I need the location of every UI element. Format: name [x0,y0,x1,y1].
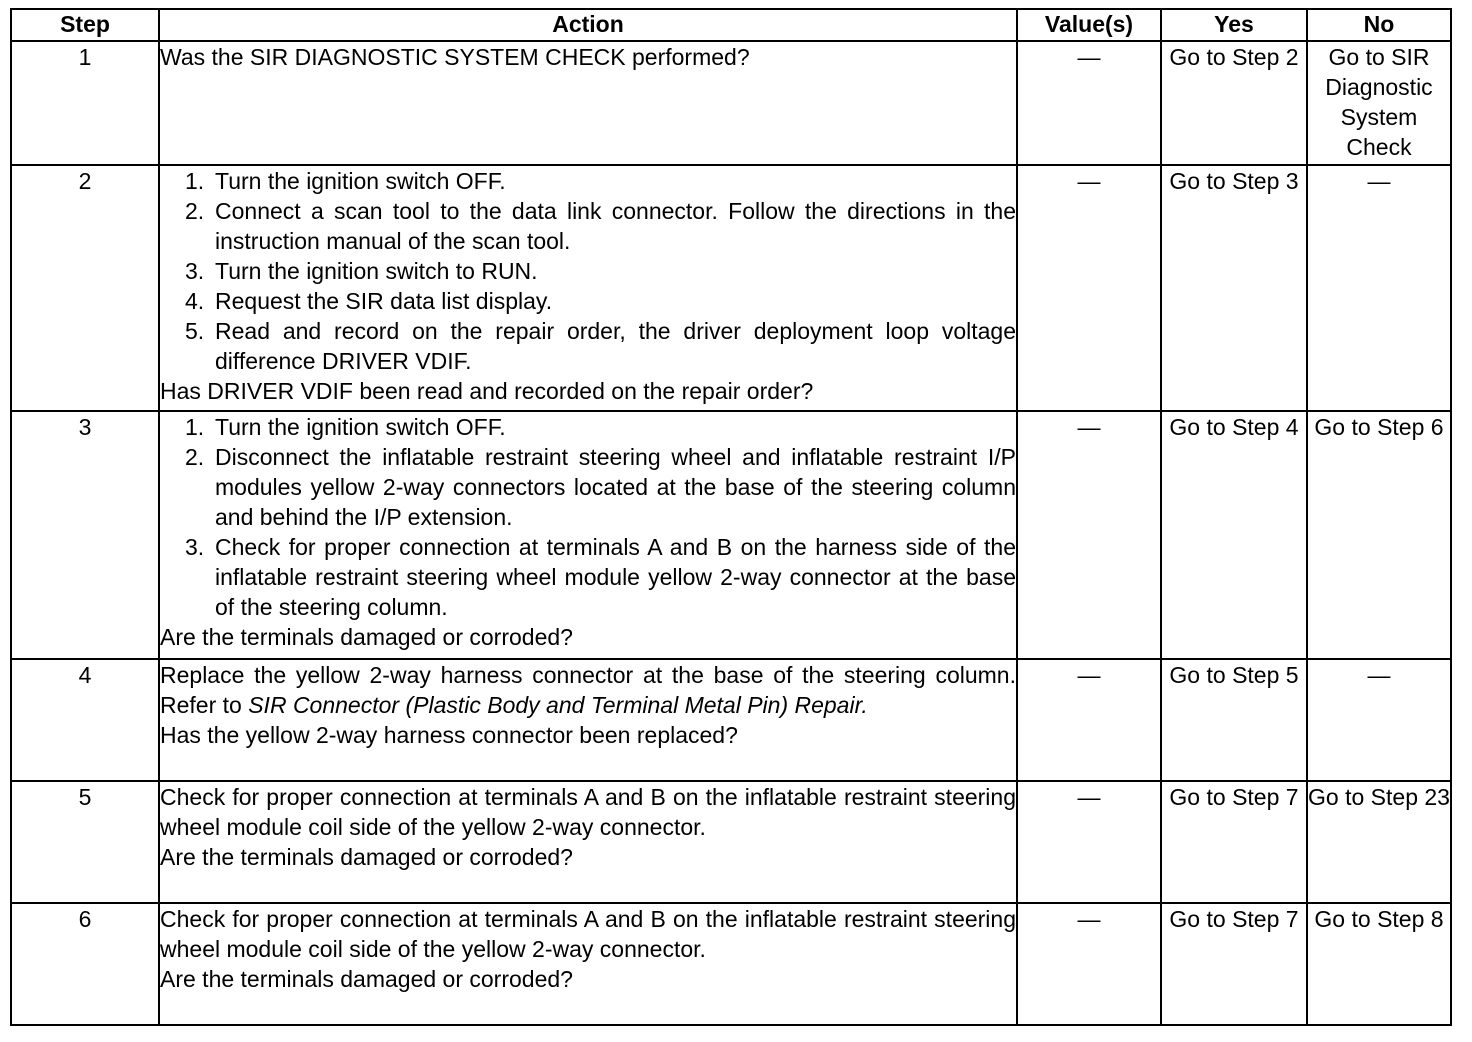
step-number: 5 [11,781,159,903]
action-question: Are the terminals damaged or corroded? [160,844,573,870]
header-step: Step [11,9,159,41]
value-cell: — [1017,659,1161,781]
substep-list [160,412,1016,622]
header-row [11,9,1451,41]
substep-item: Check for proper connection at terminals A and B on the harness side of the inflatable restraint steering wheel module yellow 2-way connector at the base of the steering column. [215,534,1016,620]
yes-cell: Go to Step 4 [1161,411,1307,659]
table-row [11,781,1451,903]
action-lead: Replace the yellow 2-way harness connector at the base of the steering column. Refer to SIR Connector (Plastic Body and Terminal Metal Pin) Repair. [160,662,1016,718]
header-values: Value(s) [1017,9,1161,41]
repair-reference: SIR Connector (Plastic Body and Terminal Metal Pin) Repair. [248,692,868,718]
yes-cell: Go to Step 3 [1161,165,1307,411]
substep-item: Turn the ignition switch OFF. [215,414,506,440]
step-number: 3 [11,411,159,659]
action-question: Are the terminals damaged or corroded? [160,624,573,650]
table-row [11,659,1451,781]
value-cell: — [1017,781,1161,903]
yes-cell: Go to Step 5 [1161,659,1307,781]
no-cell: — [1307,659,1451,781]
substep-list [160,166,1016,376]
action-text: Check for proper connection at terminals A and B on the inflatable restraint steering wheel module coil side of the yellow 2-way connector. [160,906,1016,962]
value-cell: — [1017,41,1161,165]
no-cell: — [1307,165,1451,411]
value-cell: — [1017,411,1161,659]
substep-item: Disconnect the inflatable restraint steering wheel and inflatable restraint I/P modules yellow 2-way connectors located at the base of the steering column and behind the I/P extension. [215,444,1016,530]
no-cell: Go to Step 23 [1307,781,1451,903]
action-question: Are the terminals damaged or corroded? [160,966,573,992]
table-row [11,903,1451,1025]
action-text: Check for proper connection at terminals A and B on the inflatable restraint steering wheel module coil side of the yellow 2-way connector. [160,784,1016,840]
action-cell [159,659,1017,781]
table-row [11,411,1451,659]
action-cell [159,411,1017,659]
value-cell: — [1017,165,1161,411]
action-cell [159,903,1017,1025]
substep-item: Read and record on the repair order, the driver deployment loop voltage difference DRIVER VDIF. [215,318,1016,374]
header-yes: Yes [1161,9,1307,41]
step-number: 6 [11,903,159,1025]
action-cell [159,41,1017,165]
diagnostic-table [10,8,1452,1026]
header-no: No [1307,9,1451,41]
value-cell: — [1017,903,1161,1025]
header-action: Action [159,9,1017,41]
substep-item: Connect a scan tool to the data link connector. Follow the directions in the instruction manual of the scan tool. [215,198,1016,254]
substep-item: Turn the ignition switch OFF. [215,168,506,194]
table-row [11,165,1451,411]
no-cell: Go to Step 8 [1307,903,1451,1025]
action-cell [159,165,1017,411]
no-cell: Go to Step 6 [1307,411,1451,659]
yes-cell: Go to Step 2 [1161,41,1307,165]
action-text: Was the SIR DIAGNOSTIC SYSTEM CHECK performed? [160,44,750,70]
table-row [11,41,1451,165]
step-number: 4 [11,659,159,781]
yes-cell: Go to Step 7 [1161,903,1307,1025]
substep-item: Request the SIR data list display. [215,288,553,314]
action-question: Has the yellow 2-way harness connector been replaced? [160,722,738,748]
substep-item: Turn the ignition switch to RUN. [215,258,538,284]
yes-cell: Go to Step 7 [1161,781,1307,903]
action-question: Has DRIVER VDIF been read and recorded on the repair order? [160,378,814,404]
step-number: 1 [11,41,159,165]
action-cell [159,781,1017,903]
no-cell: Go to SIR Diagnostic System Check [1307,41,1451,165]
step-number: 2 [11,165,159,411]
